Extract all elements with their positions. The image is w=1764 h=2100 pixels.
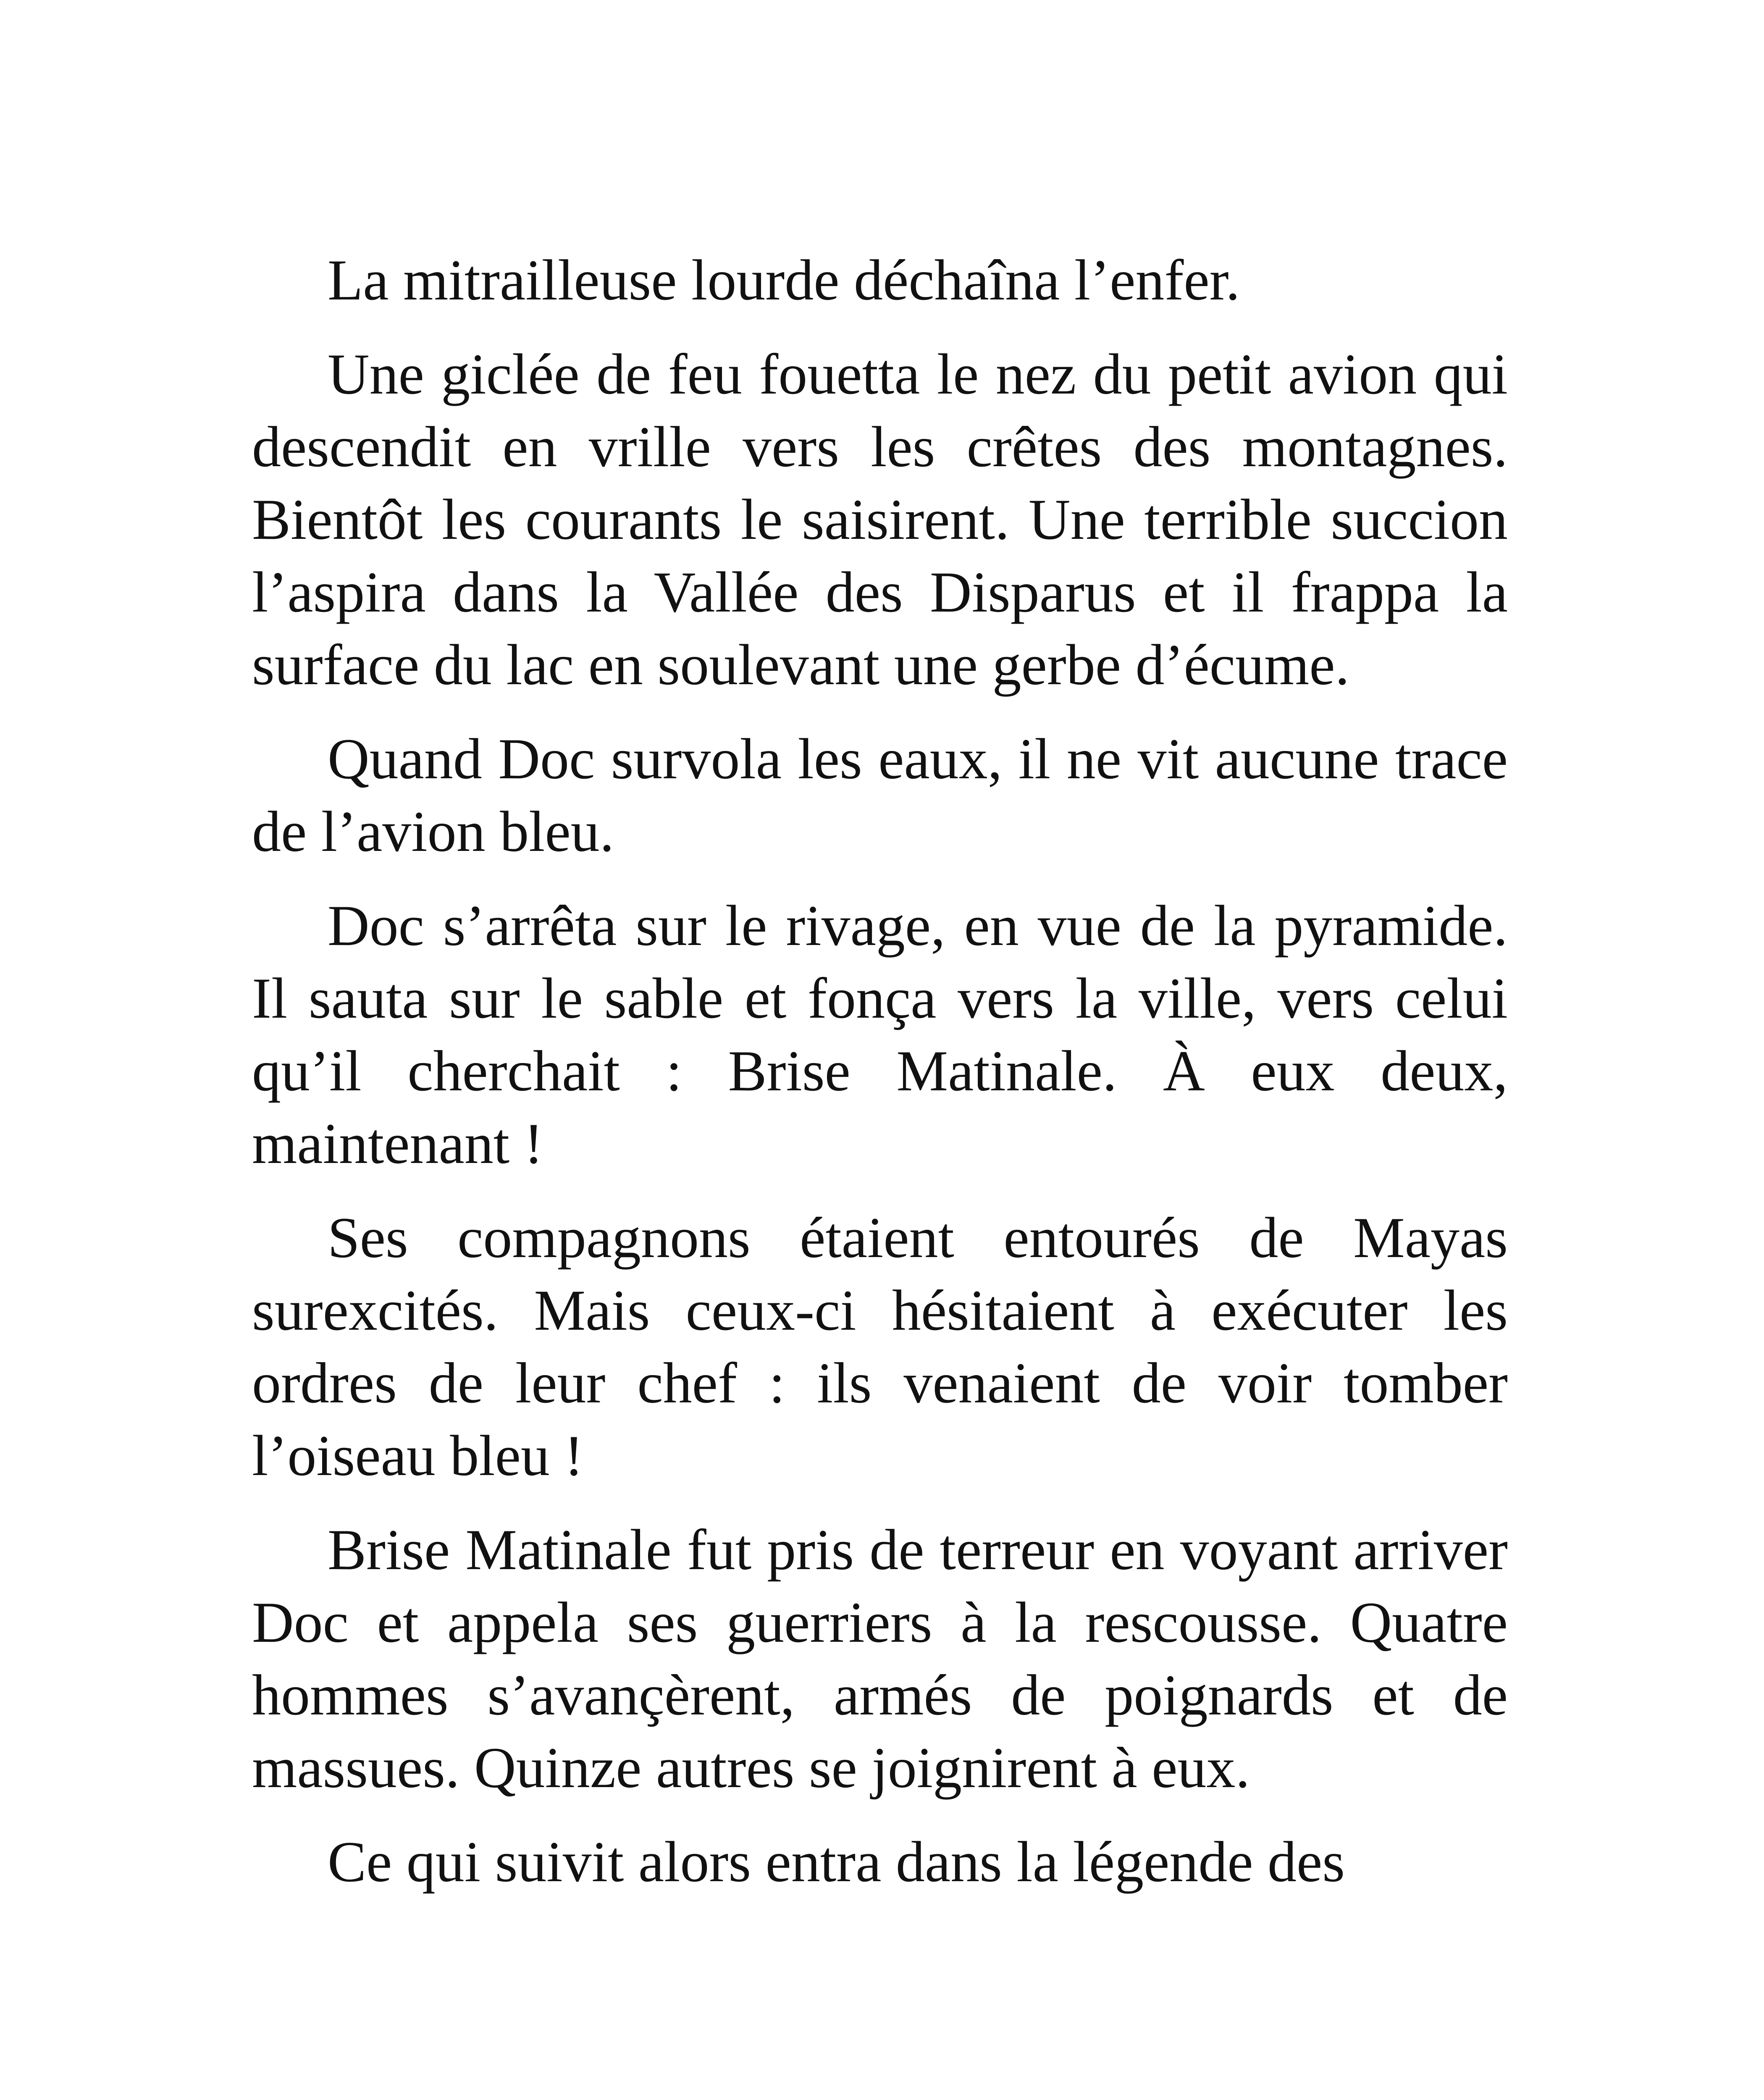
paragraph: Ce qui suivit alors entra dans la légende des	[328, 1830, 1345, 1894]
paragraph: Une giclée de feu fouetta le nez du petit avion qui descendit en vrille vers les crêtes des montagnes. Bientôt les courants le saisirent. Une terrible succion l’aspira dans la Vallée des Disparus et il frappa la surface du lac en soulevant une gerbe d’écume.	[252, 342, 1508, 697]
paragraph: Doc s’arrêta sur le rivage, en vue de la pyramide. Il sauta sur le sable et fonça vers la ville, vers celui qu’il cherchait : Brise Matinale. À eux deux, maintenant !	[252, 893, 1508, 1176]
paragraph: Quand Doc survola les eaux, il ne vit aucune trace de l’avion bleu.	[252, 727, 1508, 864]
paragraph: La mitrailleuse lourde déchaîna l’enfer.	[328, 248, 1240, 312]
paragraph: Ses compagnons étaient entourés de Mayas surexcités. Mais ceux-ci hésitaient à exécuter les ordres de leur chef : ils venaient de voir tomber l’oiseau bleu !	[252, 1205, 1508, 1488]
page-body	[252, 244, 1508, 1919]
paragraph: Brise Matinale fut pris de terreur en voyant arriver Doc et appela ses guerriers à la rescousse. Quatre hommes s’avançèrent, armés de poignards et de massues. Quinze autres se joignirent à eux.	[252, 1517, 1508, 1800]
